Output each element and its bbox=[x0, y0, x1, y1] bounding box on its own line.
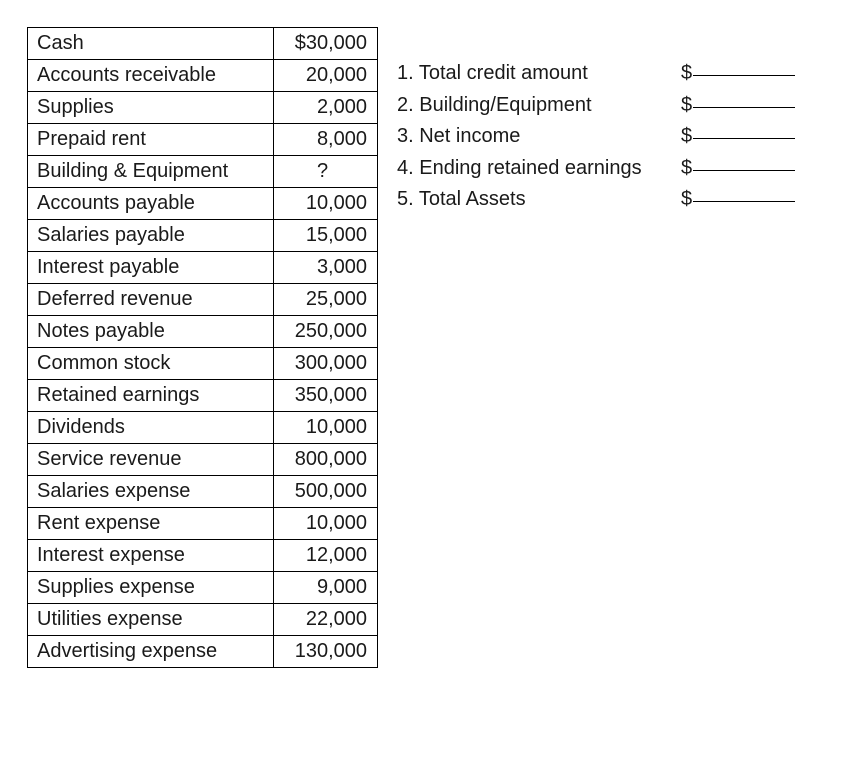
currency-symbol: $ bbox=[681, 188, 693, 211]
table-row bbox=[28, 220, 378, 252]
account-name: Common stock bbox=[28, 348, 274, 380]
account-name: Accounts payable bbox=[28, 188, 274, 220]
table-row bbox=[28, 540, 378, 572]
account-value: 10,000 bbox=[274, 508, 378, 540]
answer-blank[interactable] bbox=[693, 87, 795, 108]
accounts-table bbox=[27, 27, 378, 668]
table-row bbox=[28, 60, 378, 92]
account-name: Cash bbox=[28, 28, 274, 60]
answer-field[interactable] bbox=[681, 90, 795, 122]
account-name: Supplies bbox=[28, 92, 274, 124]
table-row bbox=[28, 508, 378, 540]
table-row bbox=[28, 316, 378, 348]
answer-blank[interactable] bbox=[693, 55, 795, 76]
account-value: 15,000 bbox=[274, 220, 378, 252]
table-row bbox=[28, 28, 378, 60]
account-value: 3,000 bbox=[274, 252, 378, 284]
table-row bbox=[28, 284, 378, 316]
account-value: 800,000 bbox=[274, 444, 378, 476]
account-name: Notes payable bbox=[28, 316, 274, 348]
table-row bbox=[28, 476, 378, 508]
account-name: Utilities expense bbox=[28, 604, 274, 636]
account-name: Accounts receivable bbox=[28, 60, 274, 92]
account-value: ? bbox=[274, 156, 378, 188]
account-value: 250,000 bbox=[274, 316, 378, 348]
currency-symbol: $ bbox=[681, 125, 693, 148]
table-row bbox=[28, 92, 378, 124]
table-row bbox=[28, 124, 378, 156]
account-name: Retained earnings bbox=[28, 380, 274, 412]
currency-symbol: $ bbox=[681, 62, 693, 84]
table-row bbox=[28, 156, 378, 188]
table-row bbox=[28, 188, 378, 220]
table-row bbox=[28, 604, 378, 636]
account-value: 10,000 bbox=[274, 412, 378, 444]
account-value: 22,000 bbox=[274, 604, 378, 636]
account-value: 10,000 bbox=[274, 188, 378, 220]
table-row bbox=[28, 348, 378, 380]
account-name: Salaries payable bbox=[28, 220, 274, 252]
account-value: 8,000 bbox=[274, 124, 378, 156]
currency-symbol: $ bbox=[681, 156, 693, 179]
account-name: Building & Equipment bbox=[28, 156, 274, 188]
answer-field[interactable] bbox=[681, 58, 795, 90]
account-name: Rent expense bbox=[28, 508, 274, 540]
account-value: 300,000 bbox=[274, 348, 378, 380]
answer-field[interactable] bbox=[681, 184, 795, 216]
account-value: 2,000 bbox=[274, 92, 378, 124]
account-value: 500,000 bbox=[274, 476, 378, 508]
question-label: 5. Total Assets bbox=[397, 188, 526, 211]
account-value: 20,000 bbox=[274, 60, 378, 92]
account-name: Dividends bbox=[28, 412, 274, 444]
table-row bbox=[28, 444, 378, 476]
answer-blank[interactable] bbox=[693, 118, 795, 139]
account-name: Supplies expense bbox=[28, 572, 274, 604]
account-name: Interest expense bbox=[28, 540, 274, 572]
table-row bbox=[28, 380, 378, 412]
question-label: 1. Total credit amount bbox=[397, 62, 588, 84]
answer-field[interactable] bbox=[681, 153, 795, 185]
question-label: 2. Building/Equipment bbox=[397, 93, 592, 116]
table-row bbox=[28, 412, 378, 444]
table-row bbox=[28, 636, 378, 668]
account-name: Prepaid rent bbox=[28, 124, 274, 156]
account-name: Deferred revenue bbox=[28, 284, 274, 316]
account-value: 25,000 bbox=[274, 284, 378, 316]
account-name: Interest payable bbox=[28, 252, 274, 284]
account-value: $30,000 bbox=[274, 28, 378, 60]
account-value: 130,000 bbox=[274, 636, 378, 668]
answer-blank[interactable] bbox=[693, 150, 795, 171]
account-value: 12,000 bbox=[274, 540, 378, 572]
account-value: 350,000 bbox=[274, 380, 378, 412]
answer-blank[interactable] bbox=[693, 181, 795, 202]
table-row bbox=[28, 252, 378, 284]
account-name: Salaries expense bbox=[28, 476, 274, 508]
account-value: 9,000 bbox=[274, 572, 378, 604]
table-row bbox=[28, 572, 378, 604]
question-label: 3. Net income bbox=[397, 125, 521, 148]
currency-symbol: $ bbox=[681, 93, 693, 116]
account-name: Service revenue bbox=[28, 444, 274, 476]
account-name: Advertising expense bbox=[28, 636, 274, 668]
answer-field[interactable] bbox=[681, 121, 795, 153]
question-label: 4. Ending retained earnings bbox=[397, 156, 642, 179]
